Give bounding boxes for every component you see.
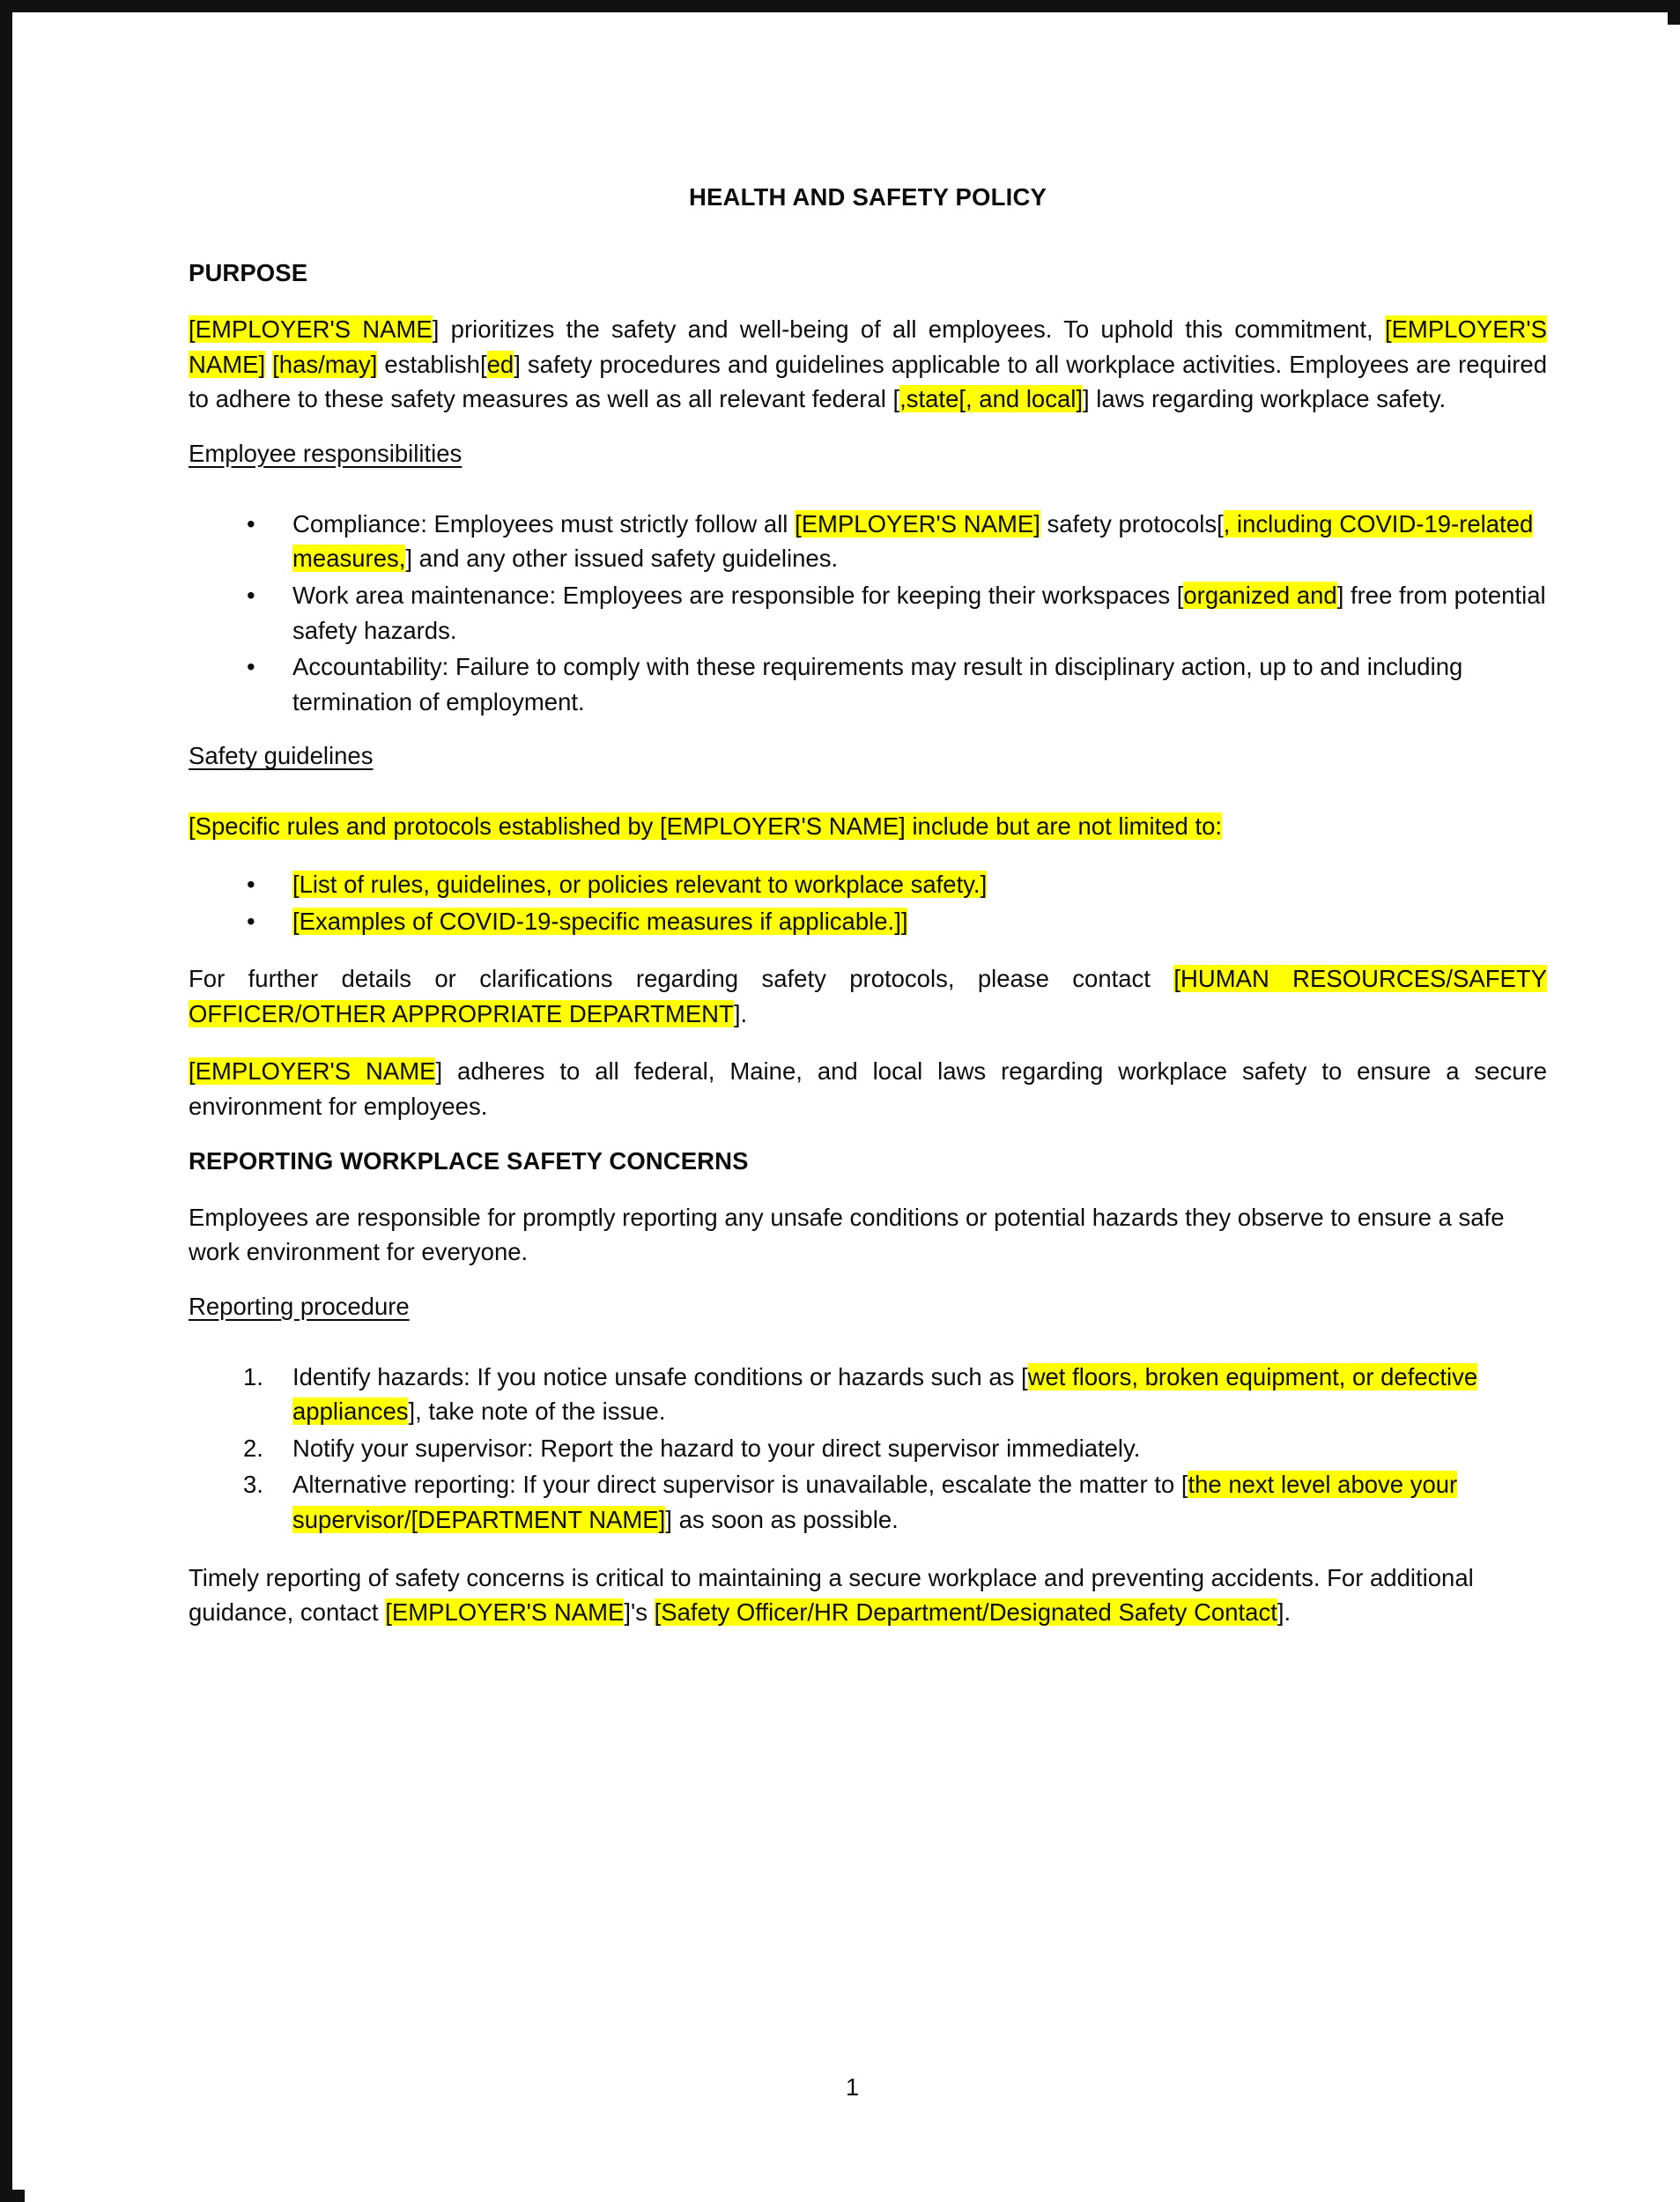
placeholder-ed: ed [486,350,514,378]
subheading-reporting-procedure: Reporting procedure [189,1292,410,1320]
step-text-post: ] as soon as possible. [665,1506,899,1534]
page-sheet [25,25,1680,2202]
subheading-employee-responsibilities-wrap [189,440,1547,487]
placeholder-list-of-rules: [List of rules, guidelines, or policies relevant to workplace safety.] [292,870,988,898]
list-item [292,1431,1547,1466]
list-item [292,507,1547,576]
employee-responsibilities-list [189,507,1547,720]
step-text-pre: Notify your supervisor: Report the hazard to your direct supervisor immediately. [292,1434,1141,1462]
list-item [292,578,1547,648]
placeholder-employer-name: [EMPLOYER'S NAME [189,1057,436,1086]
placeholder-employer-name: [EMPLOYER'S NAME [385,1598,625,1627]
purpose-paragraph [189,312,1547,417]
purpose-text-2: establish[ [377,350,487,378]
placeholder-comma: , [899,385,907,413]
step-text-post: ], take note of the issue. [408,1398,666,1426]
compliance-text: ] adheres to all federal, Maine, and local laws regarding workplace safety to ensure a secure environment for employees. [189,1057,1547,1120]
bullet-text-pre: Compliance: Employees must strictly follow all [292,509,796,538]
subheading-employee-responsibilities: Employee responsibilities [189,439,463,467]
safety-guidelines-list [189,867,1547,938]
list-item [292,904,1547,939]
placeholder-state-and-local: state[, and local] [906,385,1084,413]
placeholder-specific-rules: [Specific rules and protocols established by [EMPLOYER'S NAME] include but are not limited to: [189,812,1223,841]
subheading-safety-guidelines: Safety guidelines [189,742,374,770]
safety-guidelines-intro [189,809,1547,844]
placeholder-employer-name: [EMPLOYER'S NAME] [795,509,1040,538]
reporting-intro-paragraph: Employees are responsible for promptly reporting any unsafe conditions or potential hazards they observe to ensure a safe work environment for everyone. [189,1203,1505,1266]
subheading-safety-guidelines-wrap [189,742,1547,790]
list-item [292,867,1547,902]
step-text-pre: Alternative reporting: If your direct supervisor is unavailable, escalate the matter to [ [292,1471,1188,1499]
page-title: HEALTH AND SAFETY POLICY [688,183,1047,211]
closing-paragraph [189,1561,1547,1630]
bullet-text-post: ] and any other issued safety guidelines. [405,545,839,573]
closing-text-pre: Timely reporting of safety concerns is critical to maintaining a secure workplace and preventing accidents. For additional guidance, contact [189,1563,1474,1627]
heading-reporting-workplace-safety-concerns: REPORTING WORKPLACE SAFETY CONCERNS [189,1146,749,1175]
step-text-pre: Identify hazards: If you notice unsafe conditions or hazards such as [ [292,1362,1028,1390]
purpose-text-1: ] prioritizes the safety and well-being of all employees. To uphold this commitment, [432,315,1385,343]
placeholder-employer-name: [EMPLOYER'S NAME] [189,315,1547,378]
placeholder-escalation-target: the next level above your supervisor/[DEPARTMENT NAME] [292,1471,1458,1534]
bullet-text-pre: Work area maintenance: Employees are responsible for keeping their workspaces [ [292,581,1184,609]
contact-text-post: ]. [733,999,748,1027]
placeholder-employer-name: [EMPLOYER'S NAME [189,315,433,343]
bullet-text-mid: safety protocols[ [1040,509,1224,538]
closing-text-mid: ]'s [624,1598,655,1627]
placeholder-safety-contact: [Safety Officer/HR Department/Designated Safety Contact [654,1598,1277,1627]
purpose-text-4: ] laws regarding workplace safety. [1083,385,1447,413]
bullet-text-pre: Accountability: Failure to comply with these requirements may result in disciplinary action, up to and including termination of employment. [292,653,1463,715]
contact-text-pre: For further details or clarifications regarding safety protocols, please contact [189,965,1174,993]
closing-text-post: ]. [1277,1598,1291,1627]
placeholder-covid-measures: , including COVID-19-related measures, [292,509,1534,573]
purpose-space-1 [265,351,272,378]
placeholder-hr-department: [HUMAN RESOURCES/SAFETY OFFICER/OTHER APPROPRIATE DEPARTMENT [189,965,1547,1027]
heading-purpose: PURPOSE [189,259,308,286]
document-body [189,183,1547,1653]
list-item [292,649,1547,719]
list-item [292,1360,1547,1429]
placeholder-organized-and: organized and [1183,581,1337,609]
compliance-paragraph [189,1054,1547,1123]
reporting-procedure-list [189,1360,1547,1538]
page-number: 1 [845,2073,860,2101]
contact-paragraph [189,961,1547,1031]
placeholder-covid-examples: [Examples of COVID-19-specific measures if applicable.]] [292,907,908,935]
placeholder-hazard-examples: wet floors, broken equipment, or defective appliances [292,1362,1478,1426]
placeholder-has-may: [has/may] [272,350,378,378]
bullet-text-post: ] free from potential safety hazards. [292,581,1546,644]
purpose-text-3: ] safety procedures and guidelines applicable to all workplace activities. Employees are required to adhere to these safety measures as well as all relevant federal [ [189,350,1547,413]
list-item [292,1467,1547,1537]
subheading-reporting-procedure-wrap [189,1293,1547,1340]
